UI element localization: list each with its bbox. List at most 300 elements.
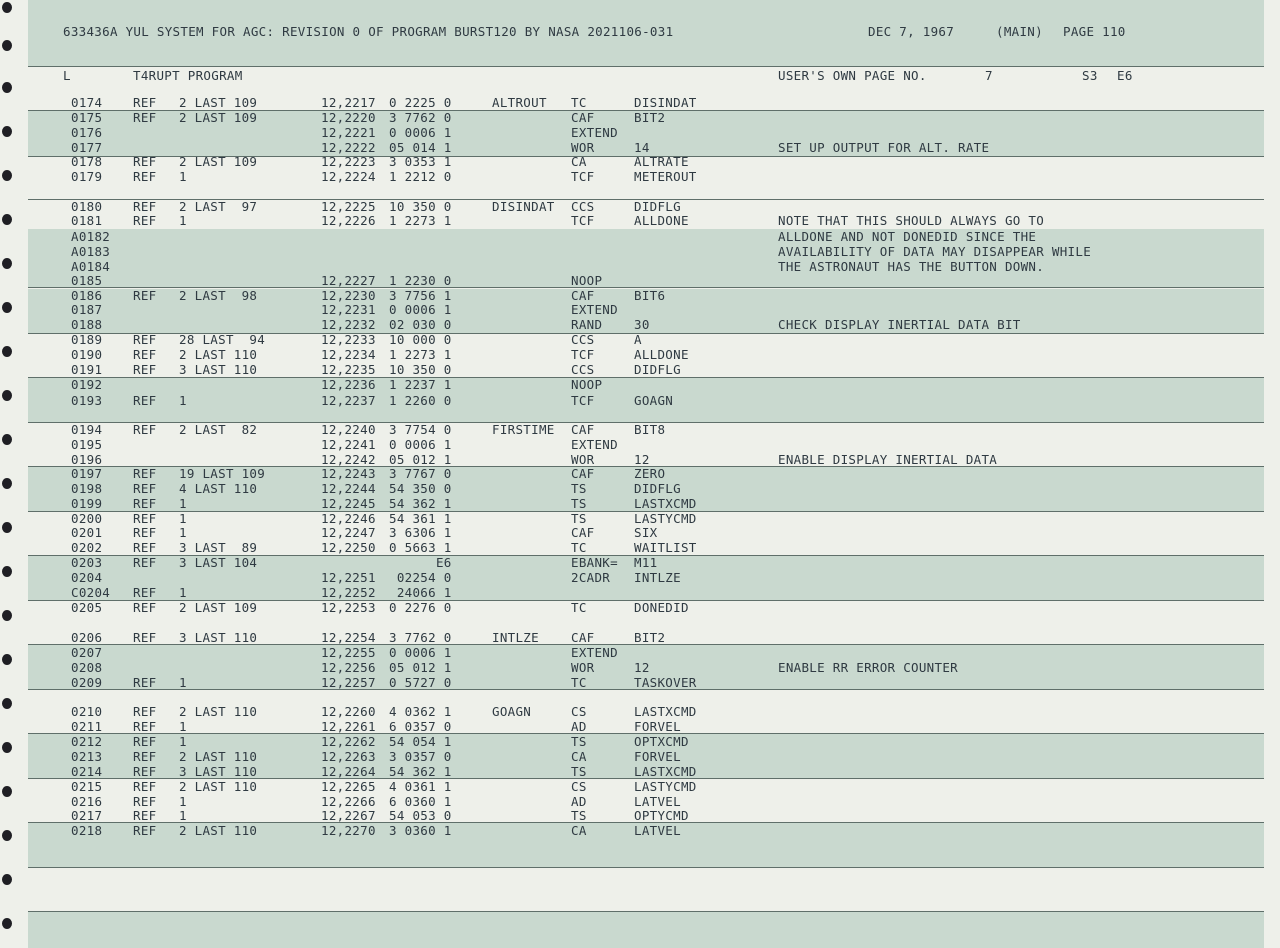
cell-operand: ALLDONE <box>634 213 689 228</box>
cell-line: 0179 <box>71 169 103 184</box>
cell-line: 0188 <box>71 317 103 332</box>
cell-op: 2CADR <box>571 570 611 585</box>
cell-line: 0203 <box>71 555 103 570</box>
cell-addr: 12,2253 <box>321 600 376 615</box>
listing-row <box>0 704 1280 719</box>
cell-op: AD <box>571 794 587 809</box>
cell-op: NOOP <box>571 377 603 392</box>
cell-op: TCF <box>571 393 595 408</box>
cell-ref: REF <box>133 704 157 719</box>
cell-op: CAF <box>571 288 595 303</box>
cell-op: CAF <box>571 466 595 481</box>
cell-ref: REF <box>133 808 157 823</box>
cell-addr: 12,2244 <box>321 481 376 496</box>
cell-comment: ENABLE RR ERROR COUNTER <box>778 660 958 675</box>
cell-addr: 12,2245 <box>321 496 376 511</box>
cell-line: 0213 <box>71 749 103 764</box>
cell-line: 0197 <box>71 466 103 481</box>
cell-op: TS <box>571 764 587 779</box>
cell-line: 0208 <box>71 660 103 675</box>
cell-line: C0204 <box>71 585 111 600</box>
cell-comment: ALLDONE AND NOT DONEDID SINCE THE <box>778 229 1037 244</box>
cell-op: TCF <box>571 347 595 362</box>
cell-addr: 12,2235 <box>321 362 376 377</box>
cell-operand: WAITLIST <box>634 540 697 555</box>
listing-row <box>0 452 1280 467</box>
cell-line: 0181 <box>71 213 103 228</box>
cell-code: 0 2276 0 <box>389 600 452 615</box>
listing-row <box>0 600 1280 615</box>
listing-row <box>0 317 1280 332</box>
cell-addr: 12,2232 <box>321 317 376 332</box>
cell-code: 1 2230 0 <box>389 273 452 288</box>
cell-line: 0218 <box>71 823 103 838</box>
cell-line: 0185 <box>71 273 103 288</box>
cell-op: EXTEND <box>571 302 618 317</box>
cell-last: 1 <box>179 808 187 823</box>
listing-row <box>0 125 1280 140</box>
cell-last: 2 LAST 109 <box>179 600 258 615</box>
cell-op: EXTEND <box>571 125 618 140</box>
cell-last: 1 <box>179 393 187 408</box>
cell-operand: LASTXCMD <box>634 764 697 779</box>
cell-code: 54 362 1 <box>389 496 452 511</box>
cell-addr: 12,2243 <box>321 466 376 481</box>
cell-code: 3 7767 0 <box>389 466 452 481</box>
cell-ref: REF <box>133 794 157 809</box>
cell-line: 0214 <box>71 764 103 779</box>
cell-operand: SIX <box>634 525 658 540</box>
cell-last: 1 <box>179 719 187 734</box>
cell-ref: REF <box>133 749 157 764</box>
cell-op: TS <box>571 481 587 496</box>
cell-last: 1 <box>179 585 187 600</box>
cell-addr: 12,2221 <box>321 125 376 140</box>
cell-code: 10 000 0 <box>389 332 452 347</box>
cell-addr: 12,2266 <box>321 794 376 809</box>
cell-addr: 12,2263 <box>321 749 376 764</box>
cell-line: 0217 <box>71 808 103 823</box>
listing-row <box>0 481 1280 496</box>
cell-operand: ALLDONE <box>634 347 689 362</box>
cell-addr: 12,2230 <box>321 288 376 303</box>
cell-code: 3 0353 1 <box>389 154 452 169</box>
cell-ref: REF <box>133 466 157 481</box>
listing-row <box>0 808 1280 823</box>
cell-code: 02254 0 <box>389 570 452 585</box>
cell-code: 3 7762 0 <box>389 630 452 645</box>
cell-op: EXTEND <box>571 437 618 452</box>
cell-op: TCF <box>571 169 595 184</box>
cell-op: CS <box>571 704 587 719</box>
listing-row <box>0 259 1280 274</box>
cell-ref: REF <box>133 422 157 437</box>
cell-line: A0182 <box>71 229 111 244</box>
cell-operand: DIDFLG <box>634 362 681 377</box>
cell-line: 0177 <box>71 140 103 155</box>
listing-row <box>0 302 1280 317</box>
listing-row <box>0 199 1280 214</box>
listing-row <box>0 645 1280 660</box>
cell-ref: REF <box>133 764 157 779</box>
cell-line: A0183 <box>71 244 111 259</box>
cell-code: 4 0361 1 <box>389 779 452 794</box>
cell-comment: AVAILABILITY OF DATA MAY DISAPPEAR WHILE <box>778 244 1092 259</box>
cell-code: 3 0357 0 <box>389 749 452 764</box>
cell-addr: 12,2251 <box>321 570 376 585</box>
cell-comment: NOTE THAT THIS SHOULD ALWAYS GO TO <box>778 213 1045 228</box>
cell-operand: A <box>634 332 642 347</box>
cell-last: 2 LAST 98 <box>179 288 258 303</box>
cell-operand: DONEDID <box>634 600 689 615</box>
cell-line: 0190 <box>71 347 103 362</box>
cell-operand: GOAGN <box>634 393 674 408</box>
cell-ref: REF <box>133 288 157 303</box>
cell-addr: 12,2264 <box>321 764 376 779</box>
cell-operand: LASTYCMD <box>634 779 697 794</box>
cell-label: ALTROUT <box>492 95 547 110</box>
cell-last: 2 LAST 110 <box>179 749 258 764</box>
cell-code: 0 5663 1 <box>389 540 452 555</box>
cell-operand: TASKOVER <box>634 675 697 690</box>
cell-last: 3 LAST 104 <box>179 555 258 570</box>
cell-operand: DIDFLG <box>634 199 681 214</box>
listing-row <box>0 95 1280 110</box>
cell-last: 2 LAST 110 <box>179 823 258 838</box>
cell-code: 54 054 1 <box>389 734 452 749</box>
cell-op: TC <box>571 95 587 110</box>
listing-row <box>0 110 1280 125</box>
listing-row <box>0 675 1280 690</box>
cell-code: 10 350 0 <box>389 362 452 377</box>
listing-row <box>0 779 1280 794</box>
listing-row <box>0 154 1280 169</box>
listing-row <box>0 764 1280 779</box>
cell-code: 05 012 1 <box>389 660 452 675</box>
cell-addr: 12,2267 <box>321 808 376 823</box>
listing-row <box>0 466 1280 481</box>
cell-code: 0 0006 1 <box>389 645 452 660</box>
column-l-label: L <box>63 68 71 83</box>
cell-line: 0180 <box>71 199 103 214</box>
cell-op: CAF <box>571 110 595 125</box>
cell-comment: ENABLE DISPLAY INERTIAL DATA <box>778 452 998 467</box>
cell-ref: REF <box>133 169 157 184</box>
listing-row <box>0 213 1280 228</box>
cell-code: 1 2212 0 <box>389 169 452 184</box>
cell-line: 0210 <box>71 704 103 719</box>
cell-last: 3 LAST 89 <box>179 540 258 555</box>
cell-line: 0175 <box>71 110 103 125</box>
cell-last: 2 LAST 110 <box>179 779 258 794</box>
cell-line: 0196 <box>71 452 103 467</box>
cell-addr: 12,2252 <box>321 585 376 600</box>
cell-op: TS <box>571 734 587 749</box>
cell-op: CAF <box>571 630 595 645</box>
cell-operand: M11 <box>634 555 658 570</box>
cell-ref: REF <box>133 154 157 169</box>
listing-row <box>0 422 1280 437</box>
listing-row <box>0 540 1280 555</box>
listing-row <box>0 140 1280 155</box>
users-page-number: 7 <box>985 68 993 83</box>
cell-last: 1 <box>179 213 187 228</box>
cell-addr: 12,2260 <box>321 704 376 719</box>
cell-operand: METEROUT <box>634 169 697 184</box>
cell-ref: REF <box>133 511 157 526</box>
cell-line: 0204 <box>71 570 103 585</box>
cell-line: 0193 <box>71 393 103 408</box>
cell-ref: REF <box>133 199 157 214</box>
cell-op: AD <box>571 719 587 734</box>
listing-row <box>0 555 1280 570</box>
cell-ref: REF <box>133 540 157 555</box>
cell-comment: SET UP OUTPUT FOR ALT. RATE <box>778 140 990 155</box>
cell-code: 1 2237 1 <box>389 377 452 392</box>
cell-code: 6 0357 0 <box>389 719 452 734</box>
cell-code: 10 350 0 <box>389 199 452 214</box>
cell-op: TCF <box>571 213 595 228</box>
cell-operand: BIT2 <box>634 630 666 645</box>
listing-row <box>0 749 1280 764</box>
cell-op: CCS <box>571 199 595 214</box>
cell-line: 0216 <box>71 794 103 809</box>
cell-last: 3 LAST 110 <box>179 362 258 377</box>
listing-row <box>0 244 1280 259</box>
paper-band <box>28 912 1264 948</box>
users-page-label: USER'S OWN PAGE NO. <box>778 68 927 83</box>
cell-addr: 12,2222 <box>321 140 376 155</box>
cell-code: 05 012 1 <box>389 452 452 467</box>
listing-title: 633436A YUL SYSTEM FOR AGC: REVISION 0 OF PROGRAM BURST120 BY NASA 2021106-031 <box>63 24 674 39</box>
page-number: PAGE 110 <box>1063 24 1126 39</box>
cell-code: 0 0006 1 <box>389 302 452 317</box>
cell-operand: LATVEL <box>634 794 681 809</box>
cell-operand: ZERO <box>634 466 666 481</box>
cell-ref: REF <box>133 734 157 749</box>
cell-ref: REF <box>133 779 157 794</box>
cell-code: 1 2260 0 <box>389 393 452 408</box>
listing-row <box>0 585 1280 600</box>
cell-line: 0201 <box>71 525 103 540</box>
cell-operand: ALTRATE <box>634 154 689 169</box>
cell-ref: REF <box>133 496 157 511</box>
cell-addr: 12,2256 <box>321 660 376 675</box>
listing-row <box>0 734 1280 749</box>
cell-op: CAF <box>571 525 595 540</box>
cell-ref: REF <box>133 332 157 347</box>
listing-row <box>0 719 1280 734</box>
cell-last: 2 LAST 109 <box>179 95 258 110</box>
s3-label: S3 <box>1082 68 1098 83</box>
cell-operand: LASTXCMD <box>634 496 697 511</box>
cell-last: 2 LAST 110 <box>179 704 258 719</box>
cell-ref: REF <box>133 213 157 228</box>
cell-addr: 12,2240 <box>321 422 376 437</box>
listing-row <box>0 496 1280 511</box>
cell-label: FIRSTIME <box>492 422 555 437</box>
cell-op: CA <box>571 749 587 764</box>
listing-row <box>0 525 1280 540</box>
cell-last: 1 <box>179 734 187 749</box>
cell-addr: 12,2241 <box>321 437 376 452</box>
cell-code: 3 0360 1 <box>389 823 452 838</box>
cell-last: 1 <box>179 794 187 809</box>
cell-last: 2 LAST 109 <box>179 154 258 169</box>
cell-op: WOR <box>571 140 595 155</box>
listing-row <box>0 437 1280 452</box>
cell-operand: 30 <box>634 317 650 332</box>
cell-op: TC <box>571 675 587 690</box>
cell-last: 1 <box>179 496 187 511</box>
cell-line: 0211 <box>71 719 103 734</box>
cell-code: 3 6306 1 <box>389 525 452 540</box>
listing-row <box>0 630 1280 645</box>
cell-code: 54 361 1 <box>389 511 452 526</box>
cell-line: 0194 <box>71 422 103 437</box>
cell-operand: FORVEL <box>634 719 681 734</box>
cell-code: 54 362 1 <box>389 764 452 779</box>
cell-ref: REF <box>133 555 157 570</box>
cell-operand: BIT8 <box>634 422 666 437</box>
cell-last: 1 <box>179 675 187 690</box>
cell-operand: LASTYCMD <box>634 511 697 526</box>
cell-code: 54 053 0 <box>389 808 452 823</box>
cell-addr: 12,2261 <box>321 719 376 734</box>
feed-hole <box>2 2 12 13</box>
cell-last: 1 <box>179 511 187 526</box>
listing-row <box>0 660 1280 675</box>
cell-ref: REF <box>133 347 157 362</box>
cell-ref: REF <box>133 823 157 838</box>
cell-label: INTLZE <box>492 630 539 645</box>
cell-operand: INTLZE <box>634 570 681 585</box>
listing-row <box>0 347 1280 362</box>
cell-code: 3 7756 1 <box>389 288 452 303</box>
listing-row <box>0 511 1280 526</box>
cell-operand: LASTXCMD <box>634 704 697 719</box>
cell-line: 0195 <box>71 437 103 452</box>
cell-op: CA <box>571 823 587 838</box>
listing-row <box>0 169 1280 184</box>
cell-op: TS <box>571 511 587 526</box>
cell-op: CAF <box>571 422 595 437</box>
cell-ref: REF <box>133 630 157 645</box>
cell-op: TS <box>571 808 587 823</box>
cell-code: 1 2273 1 <box>389 347 452 362</box>
cell-last: 1 <box>179 169 187 184</box>
cell-last: 28 LAST 94 <box>179 332 266 347</box>
cell-code: 02 030 0 <box>389 317 452 332</box>
cell-addr: 12,2226 <box>321 213 376 228</box>
cell-op: CA <box>571 154 587 169</box>
cell-last: 4 LAST 110 <box>179 481 258 496</box>
cell-line: 0215 <box>71 779 103 794</box>
cell-code: 1 2273 1 <box>389 213 452 228</box>
cell-addr: 12,2231 <box>321 302 376 317</box>
listing-row <box>0 362 1280 377</box>
cell-operand: OPTXCMD <box>634 734 689 749</box>
cell-op: WOR <box>571 452 595 467</box>
cell-operand: FORVEL <box>634 749 681 764</box>
cell-ref: REF <box>133 675 157 690</box>
listing-row <box>0 794 1280 809</box>
cell-operand: DIDFLG <box>634 481 681 496</box>
cell-line: 0199 <box>71 496 103 511</box>
cell-op: CCS <box>571 362 595 377</box>
cell-code: 6 0360 1 <box>389 794 452 809</box>
cell-op: NOOP <box>571 273 603 288</box>
listing-row <box>0 229 1280 244</box>
cell-addr: 12,2247 <box>321 525 376 540</box>
rule <box>28 911 1264 912</box>
cell-line: 0207 <box>71 645 103 660</box>
cell-addr: 12,2220 <box>321 110 376 125</box>
cell-line: A0184 <box>71 259 111 274</box>
e6-label: E6 <box>1117 68 1133 83</box>
cell-label: GOAGN <box>492 704 532 719</box>
cell-code: 54 350 0 <box>389 481 452 496</box>
cell-line: 0178 <box>71 154 103 169</box>
cell-operand: OPTYCMD <box>634 808 689 823</box>
cell-addr: 12,2217 <box>321 95 376 110</box>
cell-last: 2 LAST 109 <box>179 110 258 125</box>
listing-row <box>0 332 1280 347</box>
cell-operand: BIT6 <box>634 288 666 303</box>
cell-line: 0187 <box>71 302 103 317</box>
cell-addr: 12,2255 <box>321 645 376 660</box>
cell-code: 3 7754 0 <box>389 422 452 437</box>
cell-op: WOR <box>571 660 595 675</box>
cell-op: TS <box>571 496 587 511</box>
listing-date: DEC 7, 1967 <box>868 24 955 39</box>
cell-operand: 14 <box>634 140 650 155</box>
cell-addr: 12,2265 <box>321 779 376 794</box>
cell-op: EXTEND <box>571 645 618 660</box>
cell-op: CS <box>571 779 587 794</box>
listing-row <box>0 570 1280 585</box>
cell-comment: CHECK DISPLAY INERTIAL DATA BIT <box>778 317 1021 332</box>
cell-addr: 12,2254 <box>321 630 376 645</box>
cell-last: 19 LAST 109 <box>179 466 266 481</box>
rule <box>28 867 1264 868</box>
cell-last: 2 LAST 110 <box>179 347 258 362</box>
cell-addr: 12,2250 <box>321 540 376 555</box>
cell-addr: 12,2236 <box>321 377 376 392</box>
listing-section: (MAIN) <box>996 24 1043 39</box>
cell-code: 24066 1 <box>389 585 452 600</box>
cell-code: 3 7762 0 <box>389 110 452 125</box>
cell-addr: 12,2246 <box>321 511 376 526</box>
cell-addr: 12,2224 <box>321 169 376 184</box>
feed-hole <box>2 40 12 51</box>
cell-code: 0 5727 0 <box>389 675 452 690</box>
cell-line: 0198 <box>71 481 103 496</box>
cell-operand: BIT2 <box>634 110 666 125</box>
feed-hole <box>2 918 12 929</box>
cell-addr: 12,2227 <box>321 273 376 288</box>
cell-addr: 12,2225 <box>321 199 376 214</box>
cell-addr: 12,2233 <box>321 332 376 347</box>
cell-addr: 12,2223 <box>321 154 376 169</box>
cell-line: 0205 <box>71 600 103 615</box>
cell-code: 05 014 1 <box>389 140 452 155</box>
program-name: T4RUPT PROGRAM <box>133 68 243 83</box>
cell-code: 4 0362 1 <box>389 704 452 719</box>
cell-line: 0186 <box>71 288 103 303</box>
cell-line: 0202 <box>71 540 103 555</box>
cell-addr: 12,2262 <box>321 734 376 749</box>
